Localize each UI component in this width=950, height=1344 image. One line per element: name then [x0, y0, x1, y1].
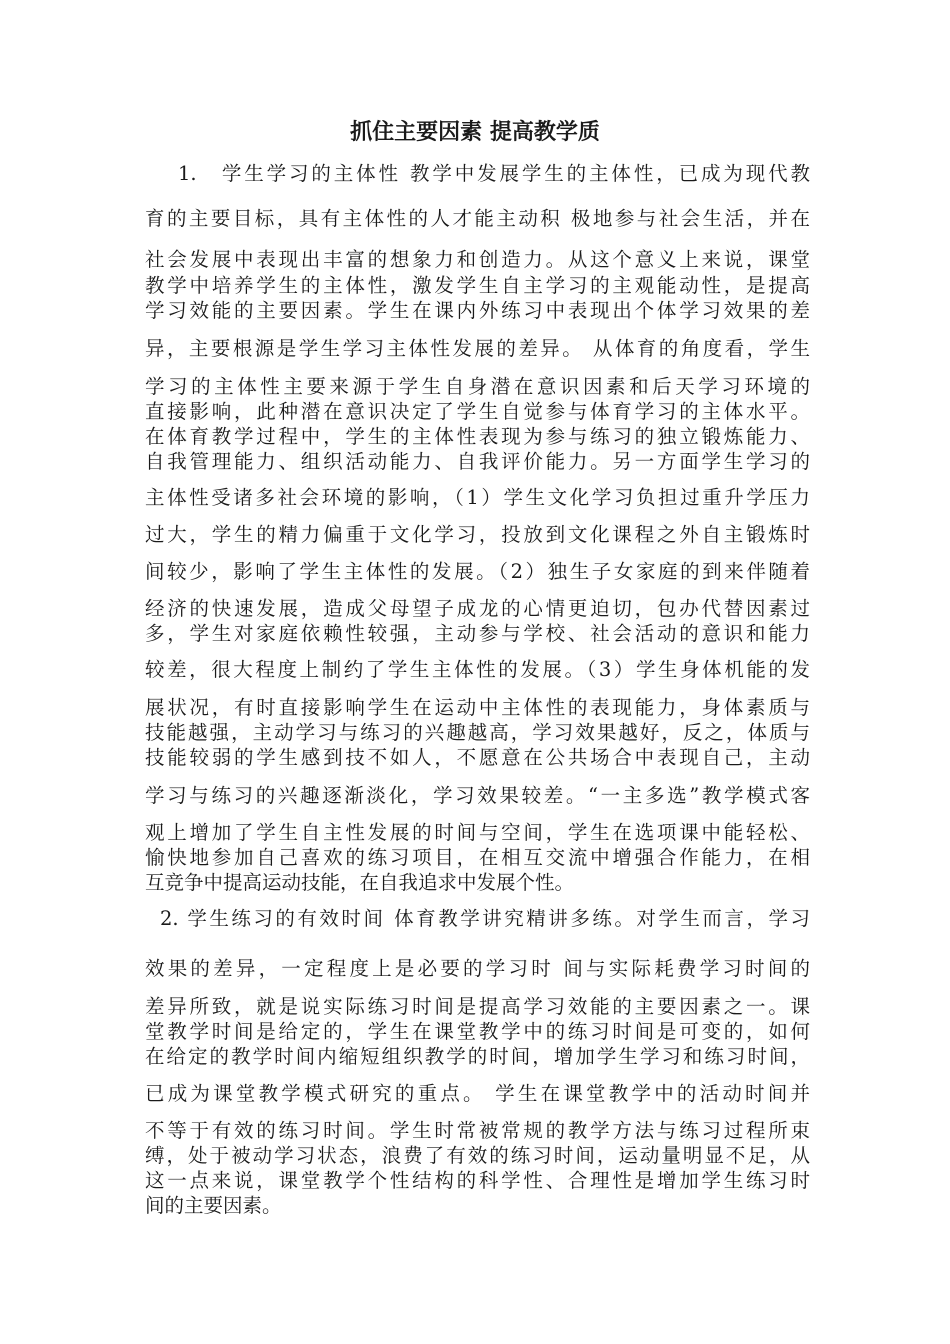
paragraph-line: 堂教学时间是给定的，学生在课堂教学中的练习时间是可变的，如何	[145, 1020, 810, 1043]
paragraph-line: 技能较弱的学生感到技不如人，不愿意在公共场合中表现自己，主动	[145, 746, 810, 769]
paragraph-line: 差异所致，就是说实际练习时间是提高学习效能的主要因素之一。课	[145, 995, 810, 1018]
paragraph-line: 观上增加了学生自主性发展的时间与空间，学生在选项课中能轻松、	[145, 821, 810, 844]
paragraph-line: 自我管理能力、组织活动能力、自我评价能力。另一方面学生学习的	[145, 450, 810, 473]
paragraph-line: 展状况，有时直接影响学生在运动中主体性的表现能力，身体素质与	[145, 696, 810, 719]
paragraph-line: 在体育教学过程中，学生的主体性表现为参与练习的独立锻炼能力、	[145, 425, 810, 448]
paragraph-line: 多，学生对家庭依赖性较强，主动参与学校、社会活动的意识和能力	[145, 622, 810, 645]
paragraph-line: 这一点来说，课堂教学个性结构的科学性、合理性是增加学生练习时	[145, 1169, 810, 1192]
paragraph-line: 互竞争中提高运动技能，在自我追求中发展个性。	[145, 871, 575, 894]
paragraph-line: 已成为课堂教学模式研究的重点。 学生在课堂教学中的活动时间并	[145, 1082, 810, 1105]
paragraph-line: 学习效能的主要因素。学生在课内外练习中表现出个体学习效果的差	[145, 299, 810, 322]
paragraph-line: 过大，学生的精力偏重于文化学习，投放到文化课程之外自主锻炼时	[145, 523, 810, 546]
paragraph-line: 较差，很大程度上制约了学生主体性的发展。（3）学生身体机能的发	[145, 658, 810, 681]
paragraph-line: 2. 学生练习的有效时间 体育教学讲究精讲多练。对学生而言，学习	[160, 907, 810, 930]
paragraph-line: 育的主要目标，具有主体性的人才能主动积 极地参与社会生活，并在	[145, 207, 810, 230]
paragraph-line: 间的主要因素。	[145, 1194, 282, 1217]
paragraph-line: 主体性受诸多社会环境的影响，（1）学生文化学习负担过重升学压力	[145, 486, 810, 509]
paragraph-line: 学习与练习的兴趣逐渐淡化，学习效果较差。“一主多选”教学模式客	[145, 784, 810, 807]
document-title: 抓住主要因素 提高教学质	[350, 120, 600, 145]
paragraph-line: 在给定的教学时间内缩短组织教学的时间，增加学生学习和练习时间，	[145, 1045, 810, 1068]
paragraph-line: 学习的主体性主要来源于学生自身潜在意识因素和后天学习环境的	[145, 375, 810, 398]
paragraph-line: 间较少，影响了学生主体性的发展。（2）独生子女家庭的到来伴随着	[145, 560, 810, 583]
paragraph-line: 直接影响，此种潜在意识决定了学生自觉参与体育学习的主体水平。	[145, 400, 810, 423]
paragraph-line: 经济的快速发展，造成父母望子成龙的心情更迫切，包办代替因素过	[145, 597, 810, 620]
paragraph-line: 异，主要根源是学生学习主体性发展的差异。 从体育的角度看，学生	[145, 337, 810, 360]
paragraph-line: 效果的差异，一定程度上是必要的学习时 间与实际耗费学习时间的	[145, 957, 810, 980]
paragraph-line: 愉快地参加自己喜欢的练习项目，在相互交流中增强合作能力，在相	[145, 846, 810, 869]
paragraph-line: 技能越强，主动学习与练习的兴趣越高，学习效果越好，反之，体质与	[145, 721, 810, 744]
paragraph-line: 缚，处于被动学习状态，浪费了有效的练习时间，运动量明显不足，从	[145, 1144, 810, 1167]
paragraph-line: 不等于有效的练习时间。学生时常被常规的教学方法与练习过程所束	[145, 1119, 810, 1142]
paragraph-line: 教学中培养学生的主体性，激发学生自主学习的主观能动性，是提高	[145, 274, 810, 297]
paragraph-line: 1. 学生学习的主体性 教学中发展学生的主体性，已成为现代教	[178, 162, 810, 185]
paragraph-line: 社会发展中表现出丰富的想象力和创造力。从这个意义上来说，课堂	[145, 248, 810, 271]
